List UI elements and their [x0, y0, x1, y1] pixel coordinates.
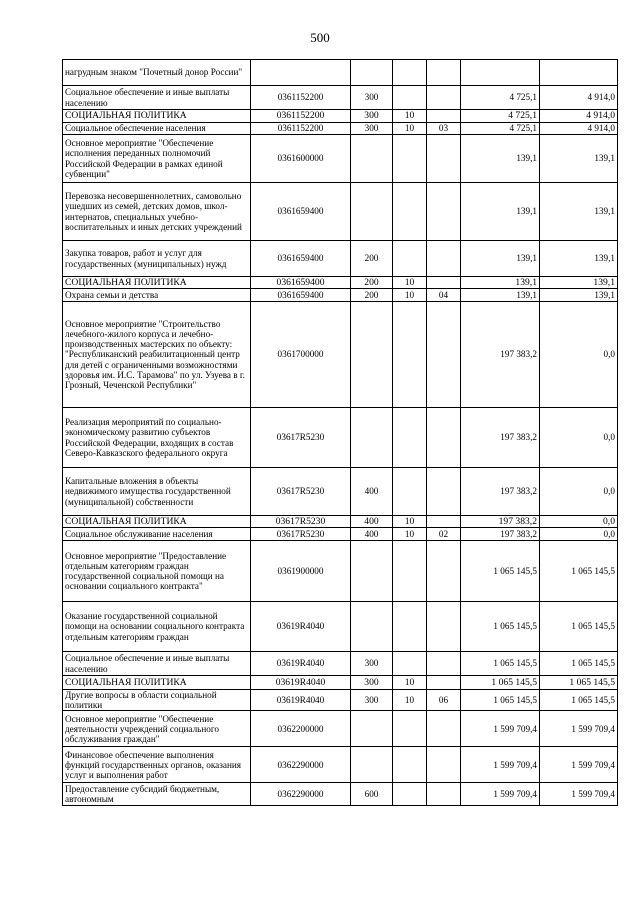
row-amount-year-1: 139,1 [461, 241, 540, 277]
row-expense-type: 300 [351, 110, 393, 123]
row-subsection-code [427, 676, 461, 690]
row-amount-year-2: 139,1 [540, 241, 618, 277]
row-name: Основное мероприятие "Обеспечение исполнения переданных полномочий Российской Федерации в рамках единой субвенции" [63, 135, 251, 183]
row-expense-type [351, 711, 393, 747]
row-expense-type: 200 [351, 241, 393, 277]
row-amount-year-1: 1 065 145,5 [461, 690, 540, 711]
table-row [63, 711, 618, 747]
row-expense-type [351, 60, 393, 86]
row-target-code: 0361900000 [251, 541, 351, 602]
row-section-code [393, 60, 427, 86]
row-name: Основное мероприятие "Обеспечение деятельности учреждений социального обслуживания граждан" [63, 711, 251, 747]
row-expense-type: 200 [351, 289, 393, 302]
row-amount-year-1 [461, 60, 540, 86]
row-amount-year-2: 139,1 [540, 183, 618, 241]
row-section-code [393, 241, 427, 277]
row-amount-year-2 [540, 60, 618, 86]
row-name: Основное мероприятие "Предоставление отдельным категориям граждан государственной социальной помощи на основании социального контракта" [63, 541, 251, 602]
row-target-code: 03619R4040 [251, 676, 351, 690]
row-amount-year-1: 197 383,2 [461, 468, 540, 516]
row-amount-year-1: 139,1 [461, 135, 540, 183]
row-target-code: 0361659400 [251, 277, 351, 289]
row-expense-type [351, 302, 393, 408]
table-row [63, 747, 618, 783]
row-subsection-code [427, 652, 461, 676]
table-row [63, 302, 618, 408]
row-section-code: 10 [393, 289, 427, 302]
row-target-code: 0362290000 [251, 783, 351, 806]
row-section-code [393, 468, 427, 516]
row-name: Оказание государственной социальной помощи на основании социального контракта отдельным категориям граждан [63, 602, 251, 652]
row-section-code: 10 [393, 690, 427, 711]
row-name: СОЦИАЛЬНАЯ ПОЛИТИКА [63, 277, 251, 289]
row-target-code: 0362200000 [251, 711, 351, 747]
row-subsection-code: 04 [427, 289, 461, 302]
row-section-code [393, 602, 427, 652]
row-name: СОЦИАЛЬНАЯ ПОЛИТИКА [63, 110, 251, 123]
row-subsection-code: 06 [427, 690, 461, 711]
row-target-code: 0361152200 [251, 123, 351, 135]
table-row [63, 408, 618, 468]
row-name: Социальное обеспечение населения [63, 123, 251, 135]
row-expense-type [351, 747, 393, 783]
table-row [63, 541, 618, 602]
row-section-code [393, 747, 427, 783]
row-amount-year-1: 139,1 [461, 183, 540, 241]
row-amount-year-2: 0,0 [540, 408, 618, 468]
table-row [63, 86, 618, 110]
row-target-code: 03617R5230 [251, 516, 351, 528]
row-target-code: 0361152200 [251, 86, 351, 110]
table-row [63, 289, 618, 302]
table-row [63, 690, 618, 711]
table-row [63, 516, 618, 528]
row-amount-year-2: 139,1 [540, 277, 618, 289]
row-section-code [393, 302, 427, 408]
row-expense-type [351, 135, 393, 183]
row-target-code: 03619R4040 [251, 602, 351, 652]
row-target-code: 03619R4040 [251, 690, 351, 711]
row-amount-year-2: 1 599 709,4 [540, 711, 618, 747]
row-name: Социальное обеспечение и иные выплаты населению [63, 652, 251, 676]
table-row [63, 783, 618, 806]
row-name: СОЦИАЛЬНАЯ ПОЛИТИКА [63, 516, 251, 528]
row-name: Социальное обеспечение и иные выплаты населению [63, 86, 251, 110]
row-amount-year-1: 1 599 709,4 [461, 747, 540, 783]
row-name: Предоставление субсидий бюджетным, автономным [63, 783, 251, 806]
row-target-code: 0361659400 [251, 183, 351, 241]
table-row [63, 110, 618, 123]
row-amount-year-1: 4 725,1 [461, 110, 540, 123]
row-target-code: 03617R5230 [251, 528, 351, 541]
row-amount-year-1: 4 725,1 [461, 123, 540, 135]
row-subsection-code: 02 [427, 528, 461, 541]
row-amount-year-2: 1 065 145,5 [540, 541, 618, 602]
row-target-code: 0361659400 [251, 241, 351, 277]
row-subsection-code [427, 711, 461, 747]
row-expense-type: 300 [351, 690, 393, 711]
table-row [63, 277, 618, 289]
table-row [63, 602, 618, 652]
row-expense-type: 200 [351, 277, 393, 289]
table-row [63, 676, 618, 690]
row-amount-year-1: 139,1 [461, 277, 540, 289]
row-section-code [393, 652, 427, 676]
row-expense-type: 600 [351, 783, 393, 806]
row-section-code: 10 [393, 676, 427, 690]
row-expense-type: 400 [351, 528, 393, 541]
row-expense-type: 400 [351, 468, 393, 516]
row-amount-year-2: 4 914,0 [540, 110, 618, 123]
row-subsection-code [427, 60, 461, 86]
row-section-code: 10 [393, 110, 427, 123]
row-subsection-code [427, 408, 461, 468]
table-row [63, 123, 618, 135]
table-row [63, 528, 618, 541]
row-expense-type: 300 [351, 86, 393, 110]
row-name: СОЦИАЛЬНАЯ ПОЛИТИКА [63, 676, 251, 690]
row-name: Капитальные вложения в объекты недвижимого имущества государственной (муниципальной) собственности [63, 468, 251, 516]
row-subsection-code [427, 302, 461, 408]
row-amount-year-1: 1 599 709,4 [461, 711, 540, 747]
row-subsection-code [427, 110, 461, 123]
row-expense-type [351, 541, 393, 602]
row-amount-year-1: 197 383,2 [461, 516, 540, 528]
row-amount-year-1: 1 065 145,5 [461, 676, 540, 690]
row-subsection-code [427, 86, 461, 110]
row-target-code: 0361659400 [251, 289, 351, 302]
row-amount-year-2: 1 065 145,5 [540, 676, 618, 690]
row-amount-year-1: 197 383,2 [461, 528, 540, 541]
row-section-code [393, 86, 427, 110]
row-amount-year-2: 4 914,0 [540, 86, 618, 110]
row-section-code [393, 541, 427, 602]
row-name: Перевозка несовершеннолетних, самовольно ушедших из семей, детских домов, школ-интернатов, специальных учебно-воспитательных и иных детских учреждений [63, 183, 251, 241]
row-amount-year-1: 197 383,2 [461, 408, 540, 468]
row-target-code [251, 60, 351, 86]
row-subsection-code [427, 277, 461, 289]
row-section-code: 10 [393, 528, 427, 541]
row-expense-type: 300 [351, 652, 393, 676]
row-amount-year-1: 4 725,1 [461, 86, 540, 110]
row-amount-year-1: 1 599 709,4 [461, 783, 540, 806]
row-amount-year-1: 1 065 145,5 [461, 602, 540, 652]
row-amount-year-2: 1 065 145,5 [540, 652, 618, 676]
row-name: Основное мероприятие "Строительство лечебного-жилого корпуса и лечебно-производственных мастерских по объекту: "Республиканский реабилитационный центр для детей с ограниченными возможностями здоровья им. И.С. Тарамова" по ул. Узуева в г. Грозный, Чеченской Республики" [63, 302, 251, 408]
row-expense-type: 300 [351, 676, 393, 690]
row-name: Социальное обслуживание населения [63, 528, 251, 541]
row-expense-type: 400 [351, 516, 393, 528]
row-amount-year-1: 1 065 145,5 [461, 652, 540, 676]
row-subsection-code [427, 135, 461, 183]
page-number: 500 [310, 30, 330, 45]
row-amount-year-1: 1 065 145,5 [461, 541, 540, 602]
row-subsection-code [427, 602, 461, 652]
table-row [63, 652, 618, 676]
row-amount-year-1: 197 383,2 [461, 302, 540, 408]
row-amount-year-2: 139,1 [540, 289, 618, 302]
row-target-code: 03619R4040 [251, 652, 351, 676]
table-row [63, 183, 618, 241]
row-expense-type [351, 183, 393, 241]
row-section-code: 10 [393, 516, 427, 528]
row-amount-year-2: 1 599 709,4 [540, 783, 618, 806]
row-amount-year-1: 139,1 [461, 289, 540, 302]
row-name: Другие вопросы в области социальной политики [63, 690, 251, 711]
row-amount-year-2: 4 914,0 [540, 123, 618, 135]
table-body [63, 60, 618, 806]
row-section-code: 10 [393, 123, 427, 135]
row-section-code [393, 183, 427, 241]
row-section-code [393, 711, 427, 747]
row-subsection-code [427, 541, 461, 602]
row-subsection-code [427, 783, 461, 806]
row-section-code [393, 135, 427, 183]
row-expense-type [351, 602, 393, 652]
row-name: Реализация мероприятий по социально-экономическому развитию субъектов Российской Федерации, входящих в состав Северо-Кавказского федерального округа [63, 408, 251, 468]
row-target-code: 0361152200 [251, 110, 351, 123]
row-name: Закупка товаров, работ и услуг для государственных (муниципальных) нужд [63, 241, 251, 277]
row-expense-type [351, 408, 393, 468]
table-row [63, 60, 618, 86]
row-subsection-code [427, 241, 461, 277]
row-target-code: 0362290000 [251, 747, 351, 783]
row-name: Охрана семьи и детства [63, 289, 251, 302]
table-row [63, 468, 618, 516]
row-amount-year-2: 139,1 [540, 135, 618, 183]
row-section-code: 10 [393, 277, 427, 289]
row-amount-year-2: 0,0 [540, 516, 618, 528]
row-target-code: 0361600000 [251, 135, 351, 183]
row-amount-year-2: 0,0 [540, 302, 618, 408]
row-amount-year-2: 1 599 709,4 [540, 747, 618, 783]
row-section-code [393, 408, 427, 468]
row-section-code [393, 783, 427, 806]
row-name: нагрудным знаком "Почетный донор России" [63, 60, 251, 86]
row-amount-year-2: 0,0 [540, 468, 618, 516]
row-subsection-code [427, 516, 461, 528]
row-expense-type: 300 [351, 123, 393, 135]
row-target-code: 03617R5230 [251, 408, 351, 468]
row-amount-year-2: 1 065 145,5 [540, 602, 618, 652]
budget-table [62, 59, 618, 806]
row-subsection-code [427, 183, 461, 241]
table-row [63, 241, 618, 277]
row-subsection-code: 03 [427, 123, 461, 135]
row-amount-year-2: 1 065 145,5 [540, 690, 618, 711]
row-amount-year-2: 0,0 [540, 528, 618, 541]
row-subsection-code [427, 747, 461, 783]
row-subsection-code [427, 468, 461, 516]
row-name: Финансовое обеспечение выполнения функций государственных органов, оказания услуг и выполнения работ [63, 747, 251, 783]
table-row [63, 135, 618, 183]
row-target-code: 03617R5230 [251, 468, 351, 516]
row-target-code: 0361700000 [251, 302, 351, 408]
